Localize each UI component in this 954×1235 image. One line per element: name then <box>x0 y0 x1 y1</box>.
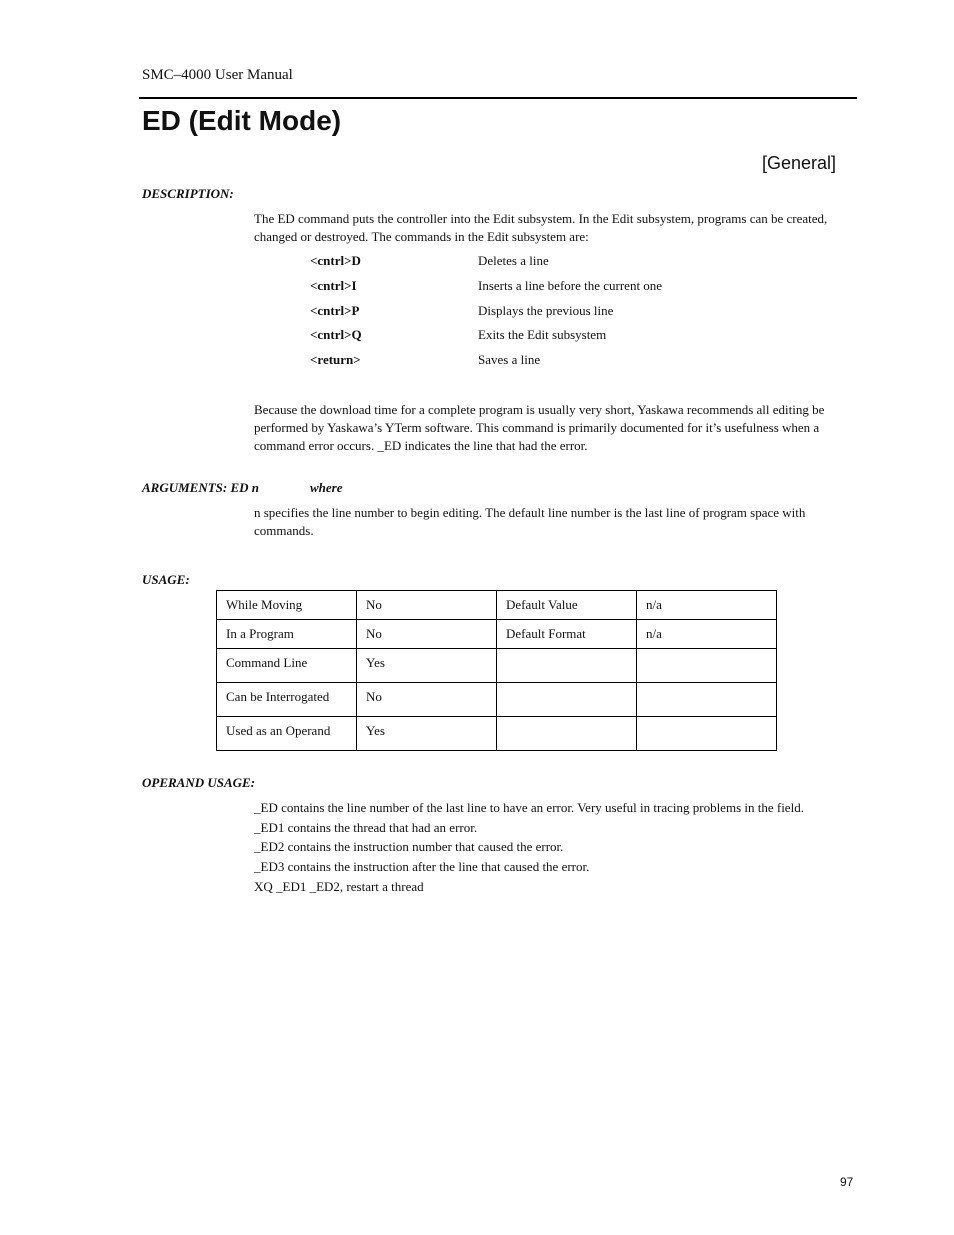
operand-usage-line: _ED1 contains the thread that had an error. <box>254 820 478 835</box>
command-key: <cntrl>P <box>310 303 360 318</box>
command-description: Saves a line <box>478 352 541 367</box>
table-cell: Command Line <box>217 649 357 683</box>
table-cell: Default Format <box>497 620 637 649</box>
table-cell: No <box>357 683 497 717</box>
page-title: ED (Edit Mode) <box>142 105 342 136</box>
table-row <box>217 649 777 683</box>
usage-label: USAGE: <box>142 572 190 587</box>
category-label: [General] <box>761 153 836 173</box>
table-row <box>217 620 777 649</box>
operand-usage-line: _ED3 contains the instruction after the line that caused the error. <box>254 859 590 874</box>
table-cell <box>497 683 637 717</box>
table-cell: Used as an Operand <box>217 717 357 751</box>
command-description: Displays the previous line <box>478 303 614 318</box>
table-cell <box>637 683 777 717</box>
table-row <box>217 591 777 620</box>
page-number: 97 <box>840 1175 854 1189</box>
table-cell: n/a <box>637 620 777 649</box>
table-row <box>217 683 777 717</box>
arguments-where: where <box>310 480 343 495</box>
command-key: <cntrl>Q <box>310 327 362 342</box>
command-key: <cntrl>D <box>310 253 361 268</box>
table-cell <box>497 717 637 751</box>
table-cell: In a Program <box>217 620 357 649</box>
table-cell: n/a <box>637 591 777 620</box>
operand-usage-line: _ED2 contains the instruction number that caused the error. <box>254 839 564 854</box>
description-intro: The ED command puts the controller into the Edit subsystem. In the Edit subsystem, programs can be created, changed or destroyed. The commands in the Edit subsystem are: <box>254 211 828 244</box>
table-cell <box>497 649 637 683</box>
table-cell <box>637 649 777 683</box>
description-label: DESCRIPTION: <box>142 186 234 201</box>
table-cell: Default Value <box>497 591 637 620</box>
command-key: <return> <box>310 352 361 367</box>
command-description: Inserts a line before the current one <box>478 278 663 293</box>
table-cell: Can be Interrogated <box>217 683 357 717</box>
table-cell: No <box>357 620 497 649</box>
table-cell: While Moving <box>217 591 357 620</box>
command-description: Deletes a line <box>478 253 549 268</box>
command-description: Exits the Edit subsystem <box>478 327 607 342</box>
operand-usage-label: OPERAND USAGE: <box>142 775 256 790</box>
arguments-text: n specifies the line number to begin editing. The default line number is the last line of program space with commands. <box>254 505 806 538</box>
arguments-label: ARGUMENTS: ED n <box>142 480 260 495</box>
table-cell: Yes <box>357 649 497 683</box>
table-row <box>217 717 777 751</box>
usage-table <box>216 590 777 751</box>
description-note: Because the download time for a complete program is usually very short, Yaskawa recommends all editing be performed by Yaskawa’s YTerm software. This command is primarily documented for it’s usefulness when a command error occurs. _ED indicates the line that had the error. <box>254 402 825 453</box>
table-cell: Yes <box>357 717 497 751</box>
operand-usage-line: _ED contains the line number of the last line to have an error. Very useful in tracing problems in the field. <box>254 800 804 815</box>
header-rule <box>139 97 857 99</box>
manual-title: SMC–4000 User Manual <box>142 67 293 83</box>
table-cell: No <box>357 591 497 620</box>
command-key: <cntrl>I <box>310 278 357 293</box>
table-cell <box>637 717 777 751</box>
operand-usage-line: XQ _ED1 _ED2, restart a thread <box>254 879 424 894</box>
